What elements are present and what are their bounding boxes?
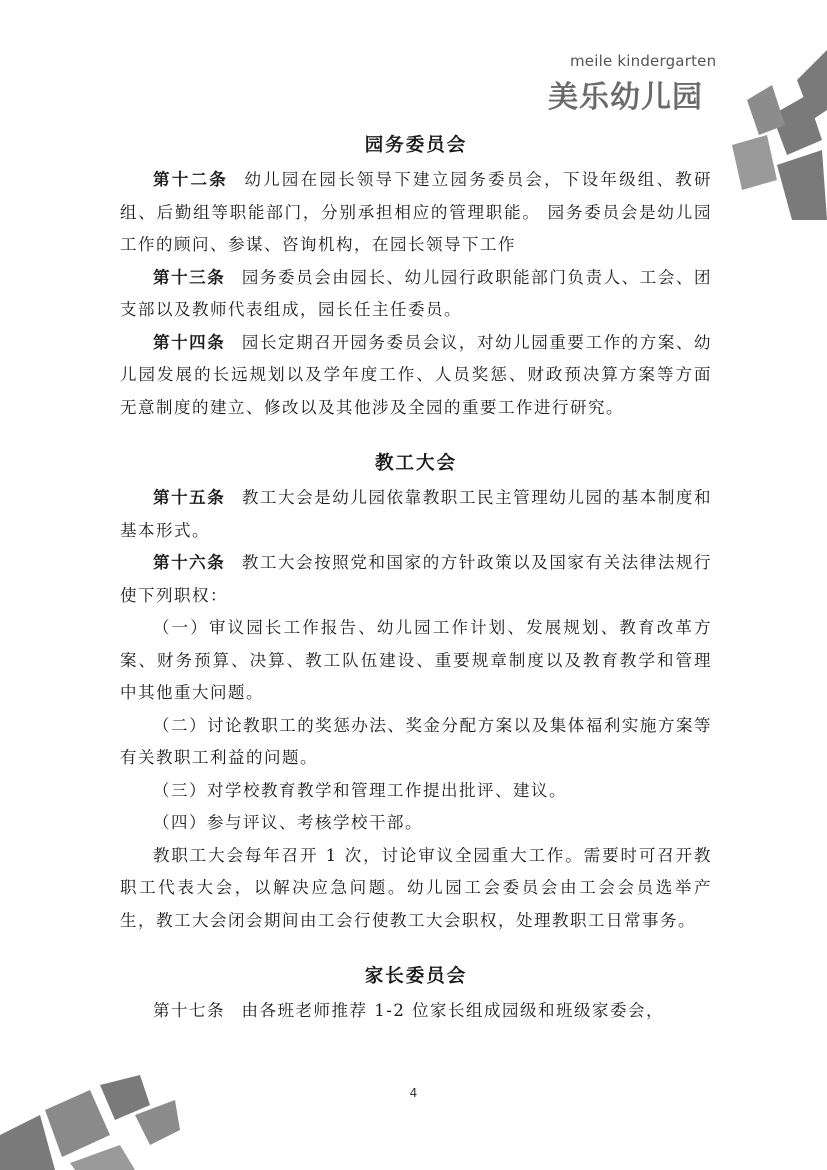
article-paragraph — [120, 262, 712, 327]
article-text: 幼儿园在园长领导下建立园务委员会，下设年级组、教研组、后勤组等职能部门，分别承担相应的管理职能。 园务委员会是幼儿园工作的顾问、参谋、咨询机构，在园长领导下工作 — [120, 170, 713, 254]
section-heading: 家长委员会 — [364, 966, 468, 987]
kindergarten-logo — [548, 52, 738, 116]
article-paragraph — [120, 547, 712, 612]
logo-english-text: meile kindergarten — [570, 52, 717, 70]
list-item-paragraph: （四）参与评议、考核学校干部。 — [153, 813, 423, 832]
logo-chinese-text: 美乐幼儿园 — [548, 80, 703, 115]
body-paragraph: 教职工大会每年召开 1 次，讨论审议全园重大工作。需要时可召开教职工代表大会，以解决应急问题。幼儿园工会委员会由工会会员选举产生，教工大会闭会期间由工会行使教工大会职权，处理教职工日常事务。 — [120, 845, 712, 930]
article-number: 第十二条 — [153, 170, 228, 189]
article-text: 园务委员会由园长、幼儿园行政职能部门负责人、工会、团支部以及教师代表组成，园长任主任委员。 — [120, 267, 713, 319]
page-number: 4 — [409, 1086, 418, 1100]
section-heading: 教工大会 — [374, 453, 457, 474]
article-text: 园长定期召开园务委员会议，对幼儿园重要工作的方案、幼儿园发展的长远规划以及学年度工作、人员奖惩、财政预决算方案等方面无意制度的建立、修改以及其他涉及全园的重要工作进行研究。 — [120, 332, 713, 417]
article-text: 教工大会按照党和国家的方针政策以及国家有关法律法规行使下列职权： — [120, 553, 713, 605]
article-text: 由各班老师推荐 1-2 位家长组成园级和班级家委会， — [241, 1001, 665, 1020]
article-paragraph — [120, 995, 712, 1028]
article-paragraph — [120, 482, 712, 547]
article-number: 第十五条 — [153, 488, 226, 507]
article-number: 第十六条 — [153, 553, 226, 572]
article-number: 第十四条 — [153, 332, 226, 352]
list-item-paragraph: （三）对学校教育教学和管理工作提出批评、建议。 — [153, 780, 567, 800]
document-body — [120, 128, 712, 1028]
article-paragraph — [120, 327, 712, 425]
list-item-paragraph: （二）讨论教职工的奖惩办法、奖金分配方案以及集体福利实施方案等有关教职工利益的问题。 — [120, 715, 712, 767]
list-item-paragraph: （一）审议园长工作报告、幼儿园工作计划、发展规划、教育改革方案、财务预算、决算、教工队伍建设、重要规章制度以及教育教学和管理中其他重大问题。 — [120, 618, 712, 702]
article-number: 第十七条 — [153, 1001, 225, 1020]
section-heading: 园务委员会 — [364, 135, 468, 156]
article-number: 第十三条 — [153, 267, 226, 287]
article-text: 教工大会是幼儿园依靠教职工民主管理幼儿园的基本制度和基本形式。 — [120, 488, 713, 540]
article-paragraph — [120, 164, 712, 262]
